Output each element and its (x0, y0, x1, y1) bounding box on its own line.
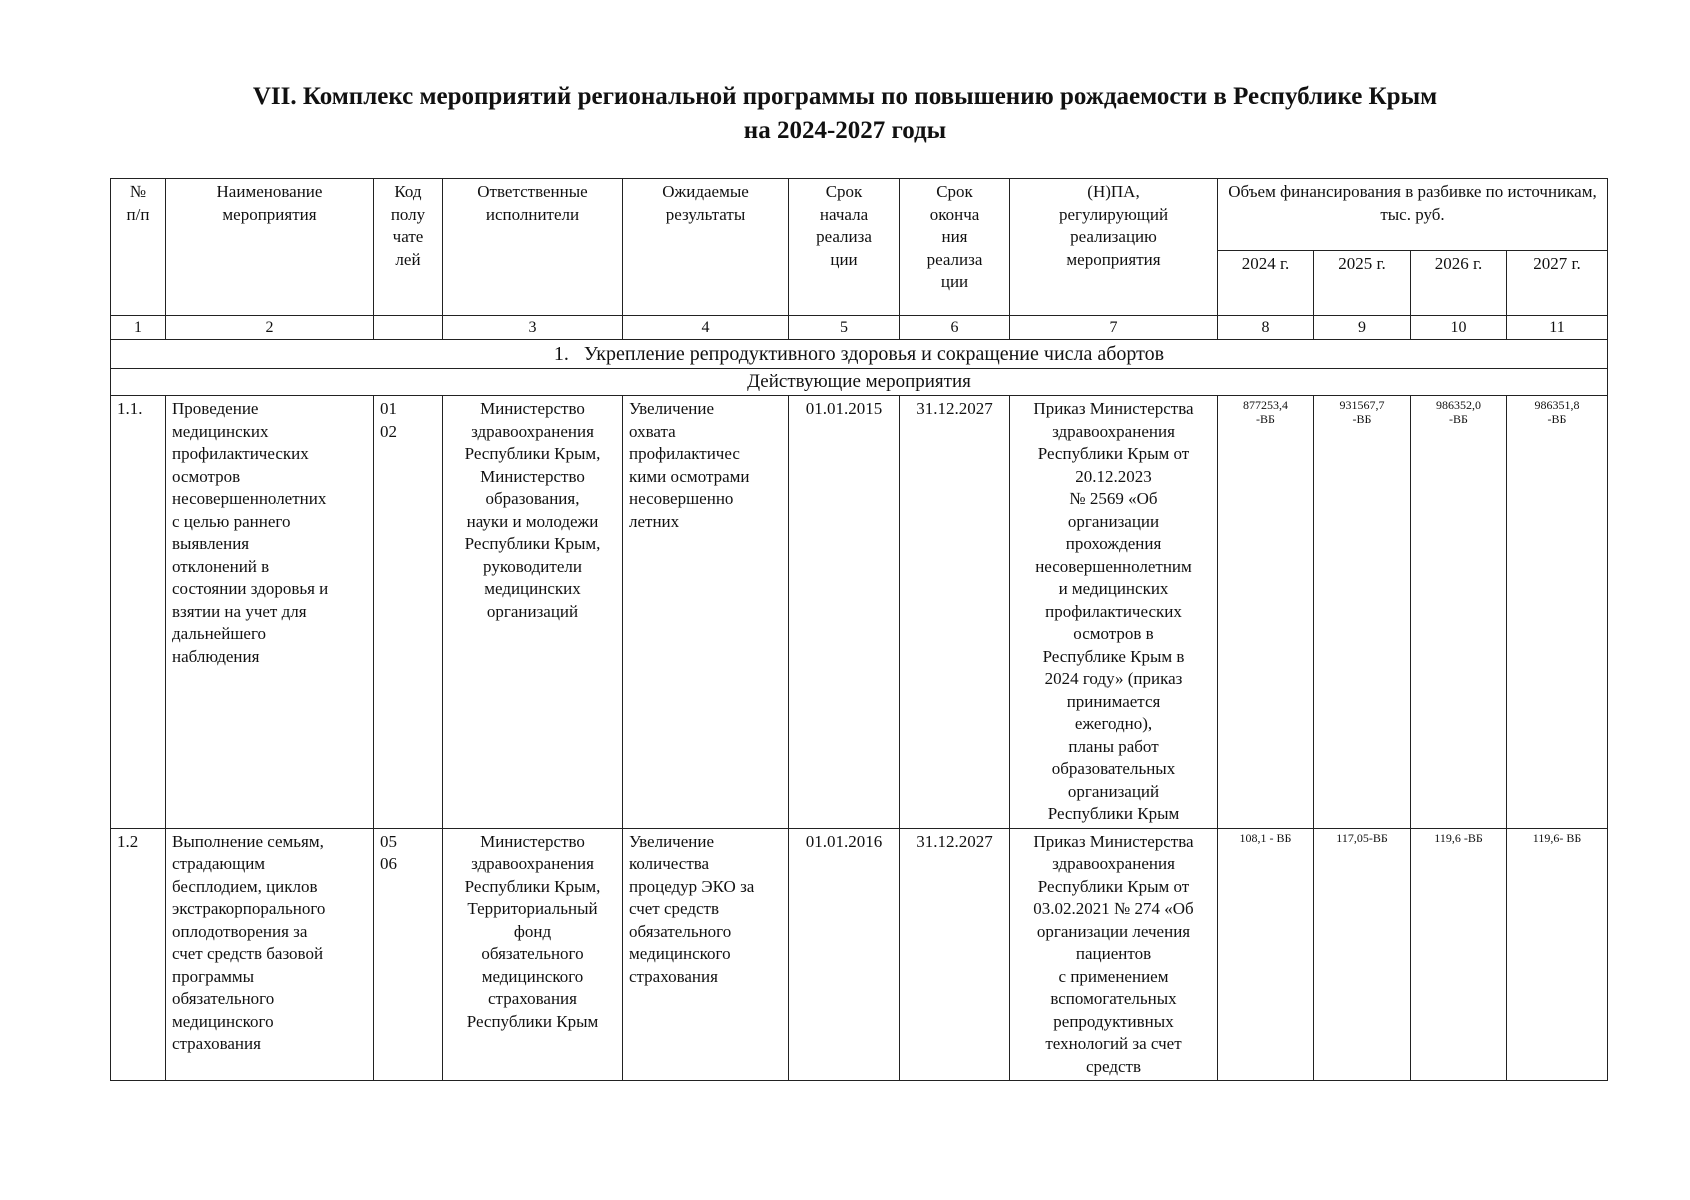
column-number: 11 (1507, 316, 1608, 340)
row-financing-2026: 986352,0 -ВБ (1411, 396, 1507, 829)
subsection-row (111, 369, 1608, 396)
column-number: 3 (443, 316, 623, 340)
row-npa: Приказ Министерства здравоохранения Республики Крым от 03.02.2021 № 274 «Об организации лечения пациентов с применением вспомогательных репродуктивных технологий за счет средств (1010, 828, 1218, 1081)
row-results: Увеличение количества процедур ЭКО за счет средств обязательного медицинского страхования (623, 828, 789, 1081)
column-number: 10 (1411, 316, 1507, 340)
header-year-2025: 2025 г. (1314, 250, 1411, 315)
column-number (374, 316, 443, 340)
header-financing: Объем финансирования в разбивке по источникам, тыс. руб. (1218, 179, 1608, 251)
row-end-date: 31.12.2027 (900, 828, 1010, 1081)
header-code: Код полу чате лей (374, 179, 443, 316)
header-year-2027: 2027 г. (1507, 250, 1608, 315)
row-financing-2024: 108,1 - ВБ (1218, 828, 1314, 1081)
row-num: 1.2 (111, 828, 166, 1081)
row-start-date: 01.01.2015 (789, 396, 900, 829)
subsection-title: Действующие мероприятия (111, 369, 1608, 396)
header-end: Срок оконча ния реализа ции (900, 179, 1010, 316)
row-results: Увеличение охвата профилактичес кими осмотрами несовершенно летних (623, 396, 789, 829)
row-npa: Приказ Министерства здравоохранения Республики Крым от 20.12.2023 № 2569 «Об организации прохождения несовершеннолетним и медицинских профилактических осмотров в Республике Крым в 2024 году» (приказ принимается ежегодно), планы работ образовательных организаций Республики Крым (1010, 396, 1218, 829)
row-financing-2027: 986351,8 -ВБ (1507, 396, 1608, 829)
row-end-date: 31.12.2027 (900, 396, 1010, 829)
row-start-date: 01.01.2016 (789, 828, 900, 1081)
page-title (0, 80, 1690, 148)
row-financing-2027: 119,6- ВБ (1507, 828, 1608, 1081)
row-code: 01 02 (374, 396, 443, 829)
row-executors: Министерство здравоохранения Республики Крым, Министерство образования, науки и молодежи Республики Крым, руководители медицинских организаций (443, 396, 623, 829)
table-row (111, 828, 1608, 1081)
row-financing-2024: 877253,4 -ВБ (1218, 396, 1314, 829)
title-line-1: VII. Комплекс мероприятий региональной программы по повышению рождаемости в Республике Крым (252, 83, 1438, 110)
column-number: 7 (1010, 316, 1218, 340)
header-executors: Ответственные исполнители (443, 179, 623, 316)
measures-table (110, 178, 1608, 1081)
column-number: 9 (1314, 316, 1411, 340)
title-line-2: на 2024-2027 годы (743, 117, 947, 144)
row-name: Проведение медицинских профилактических осмотров несовершеннолетних с целью раннего выявления отклонений в состоянии здоровья и взятии на учет для дальнейшего наблюдения (166, 396, 374, 829)
column-number: 8 (1218, 316, 1314, 340)
header-results: Ожидаемые результаты (623, 179, 789, 316)
row-financing-2025: 117,05-ВБ (1314, 828, 1411, 1081)
header-year-2024: 2024 г. (1218, 250, 1314, 315)
header-start: Срок начала реализа ции (789, 179, 900, 316)
column-number: 4 (623, 316, 789, 340)
row-name: Выполнение семьям, страдающим бесплодием, циклов экстракорпорального оплодотворения за счет средств базовой программы обязательного медицинского страхования (166, 828, 374, 1081)
section-row (111, 340, 1608, 369)
column-number: 6 (900, 316, 1010, 340)
header-year-2026: 2026 г. (1411, 250, 1507, 315)
row-num: 1.1. (111, 396, 166, 829)
column-numbers-row (111, 316, 1608, 340)
row-code: 05 06 (374, 828, 443, 1081)
header-num: № п/п (111, 179, 166, 316)
column-number: 2 (166, 316, 374, 340)
row-executors: Министерство здравоохранения Республики Крым, Территориальный фонд обязательного медицинского страхования Республики Крым (443, 828, 623, 1081)
header-row (111, 179, 1608, 251)
header-name: Наименование мероприятия (166, 179, 374, 316)
section-title: 1. Укрепление репродуктивного здоровья и сокращение числа абортов (111, 340, 1608, 369)
column-number: 1 (111, 316, 166, 340)
row-financing-2026: 119,6 -ВБ (1411, 828, 1507, 1081)
column-number: 5 (789, 316, 900, 340)
table-row (111, 396, 1608, 829)
row-financing-2025: 931567,7 -ВБ (1314, 396, 1411, 829)
header-npa: (Н)ПА, регулирующий реализацию мероприятия (1010, 179, 1218, 316)
